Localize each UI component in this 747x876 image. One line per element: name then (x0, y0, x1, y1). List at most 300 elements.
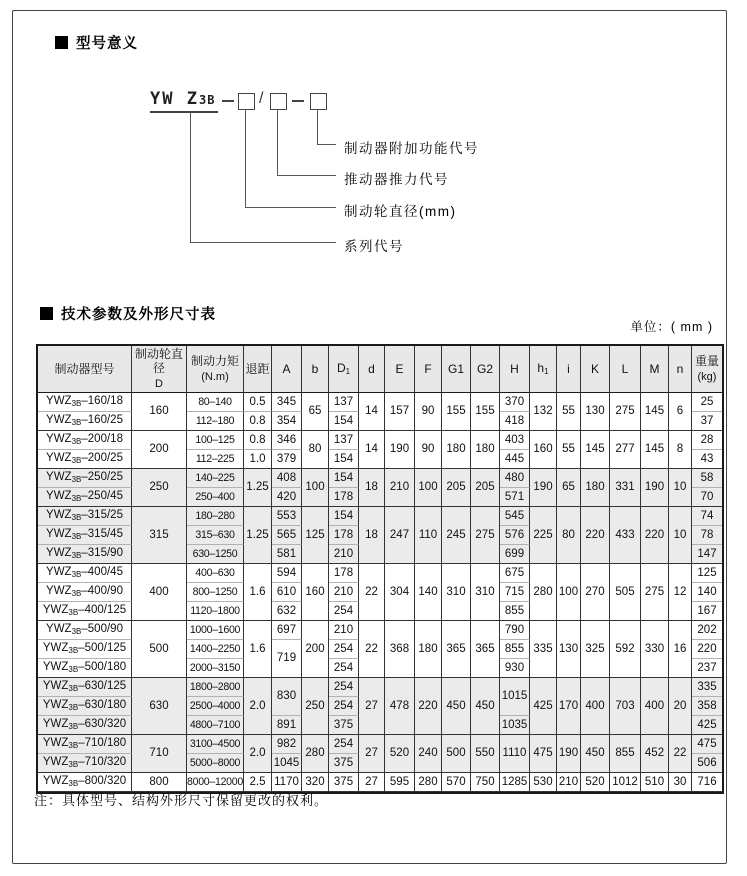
cell-model: $YWZ_{3B}-200/18$ (38, 431, 132, 450)
cell-F: 280 (415, 773, 442, 792)
cell-d: 14 (359, 431, 385, 469)
cell-weight: 28 (692, 431, 722, 450)
cell-torque: 1120–1800 (187, 602, 244, 621)
cell-G1: 180 (442, 431, 471, 469)
series-line-v (190, 111, 191, 242)
cell-d: 18 (359, 469, 385, 507)
cell-weight: 25 (692, 393, 722, 412)
cell-L: 855 (610, 735, 641, 773)
cell-A: 632 (272, 602, 302, 621)
cell-G2: 365 (471, 621, 500, 678)
cell-n: 12 (669, 564, 692, 621)
cell-weight: 70 (692, 488, 722, 507)
cell-E: 595 (385, 773, 415, 792)
cell-L: 1012 (610, 773, 641, 792)
cell-d: 14 (359, 393, 385, 431)
model-code-diagram (140, 90, 580, 265)
cell-E: 478 (385, 678, 415, 735)
cell-h1: 132 (530, 393, 557, 431)
cell-h1: 475 (530, 735, 557, 773)
cell-M: 220 (641, 507, 669, 564)
table-row (38, 564, 722, 583)
cell-torque: 1000–1600 (187, 621, 244, 640)
cell-D1: 210 (329, 545, 359, 564)
cell-weight: 335 (692, 678, 722, 697)
cell-model: $YWZ_{3B}-500/125$ (38, 640, 132, 659)
model-code-text (150, 90, 218, 113)
cell-tuiju: 1.25 (244, 469, 272, 507)
cell-b: 80 (302, 431, 329, 469)
cell-D1: 154 (329, 412, 359, 431)
cell-tuiju: 0.8 (244, 412, 272, 431)
code-sub: 3B (198, 93, 216, 107)
cell-torque: 4800–7100 (187, 716, 244, 735)
cell-weight: 58 (692, 469, 722, 488)
cell-M: 330 (641, 621, 669, 678)
cell-tuiju: 1.6 (244, 621, 272, 678)
cell-model: $YWZ_{3B}-160/18$ (38, 393, 132, 412)
cell-M: 145 (641, 393, 669, 431)
cell-weight: 475 (692, 735, 722, 754)
cell-n: 6 (669, 393, 692, 431)
cell-tuiju: 2.0 (244, 735, 272, 773)
cell-model: $YWZ_{3B}-400/45$ (38, 564, 132, 583)
cell-G1: 500 (442, 735, 471, 773)
cell-A: 594 (272, 564, 302, 583)
cell-M: 275 (641, 564, 669, 621)
column-header: $h_1$ (530, 346, 557, 393)
cell-i: 170 (557, 678, 581, 735)
cell-torque: 800–1250 (187, 583, 244, 602)
footnote: 注：具体型号、结构外形尺寸保留更改的权利。 (34, 793, 329, 808)
cell-model: $YWZ_{3B}-400/125$ (38, 602, 132, 621)
cell-K: 130 (581, 393, 610, 431)
cell-H: 855 (500, 602, 530, 621)
cell-model: $YWZ_{3B}-160/25$ (38, 412, 132, 431)
cell-n: 30 (669, 773, 692, 792)
section-title-text: 技术参数及外形尺寸表 (61, 307, 216, 323)
cell-model: $YWZ_{3B}-200/25$ (38, 450, 132, 469)
cell-weight: 220 (692, 640, 722, 659)
cell-M: 190 (641, 469, 669, 507)
cell-D1: 154 (329, 507, 359, 526)
cell-K: 180 (581, 469, 610, 507)
placeholder-box-diameter (238, 93, 255, 110)
cell-b: 320 (302, 773, 329, 792)
cell-M: 145 (641, 431, 669, 469)
cell-tuiju: 0.5 (244, 393, 272, 412)
cell-h1: 335 (530, 621, 557, 678)
column-header: i (557, 346, 581, 393)
column-header: b (302, 346, 329, 393)
cell-tuiju: 1.6 (244, 564, 272, 621)
table-row (38, 393, 722, 412)
cell-F: 220 (415, 678, 442, 735)
column-header: L (610, 346, 641, 393)
cell-F: 110 (415, 507, 442, 564)
cell-model: $YWZ_{3B}-315/25$ (38, 507, 132, 526)
cell-torque: 180–280 (187, 507, 244, 526)
placeholder-box-thrust (270, 93, 287, 110)
cell-n: 16 (669, 621, 692, 678)
cell-n: 8 (669, 431, 692, 469)
cell-H: 1015 (500, 678, 530, 716)
cell-H: 790 (500, 621, 530, 640)
cell-b: 200 (302, 621, 329, 678)
cell-E: 247 (385, 507, 415, 564)
cell-H: 930 (500, 659, 530, 678)
cell-A: 1170 (272, 773, 302, 792)
cell-weight: 43 (692, 450, 722, 469)
cell-A: 420 (272, 488, 302, 507)
code-dash-1 (222, 100, 234, 102)
section-bullet-icon (55, 36, 68, 49)
slash-separator: / (259, 90, 264, 107)
cell-d: 22 (359, 564, 385, 621)
spec-table-body (38, 393, 722, 792)
cell-n: 22 (669, 735, 692, 773)
column-header: G2 (471, 346, 500, 393)
cell-d: 27 (359, 678, 385, 735)
cell-L: 433 (610, 507, 641, 564)
cell-torque: 3100–4500 (187, 735, 244, 754)
cell-model: $YWZ_{3B}-710/180$ (38, 735, 132, 754)
diameter-line-v (245, 109, 246, 207)
cell-A: 697 (272, 621, 302, 640)
column-header: 制动力矩 (N.m) (187, 346, 244, 393)
cell-i: 80 (557, 507, 581, 564)
cell-D1: 154 (329, 450, 359, 469)
cell-G1: 570 (442, 773, 471, 792)
cell-i: 65 (557, 469, 581, 507)
column-header: F (415, 346, 442, 393)
cell-E: 157 (385, 393, 415, 431)
cell-F: 140 (415, 564, 442, 621)
cell-weight: 37 (692, 412, 722, 431)
column-header: d (359, 346, 385, 393)
cell-h1: 190 (530, 469, 557, 507)
cell-L: 277 (610, 431, 641, 469)
code-yw: YW (150, 89, 175, 109)
cell-torque: 80–140 (187, 393, 244, 412)
cell-M: 400 (641, 678, 669, 735)
unit-label: 单位：( mm ) (630, 320, 713, 334)
cell-G2: 450 (471, 678, 500, 735)
cell-M: 452 (641, 735, 669, 773)
cell-G2: 310 (471, 564, 500, 621)
cell-model: $YWZ_{3B}-250/25$ (38, 469, 132, 488)
table-row (38, 507, 722, 526)
cell-A: 719 (272, 640, 302, 678)
cell-diameter: 160 (132, 393, 187, 431)
cell-G1: 205 (442, 469, 471, 507)
cell-b: 250 (302, 678, 329, 735)
cell-H: 699 (500, 545, 530, 564)
cell-G1: 245 (442, 507, 471, 564)
label-add-function: 制动器附加功能代号 (344, 141, 479, 156)
section-bullet-icon (40, 307, 53, 320)
cell-diameter: 400 (132, 564, 187, 621)
cell-D1: 178 (329, 564, 359, 583)
cell-L: 703 (610, 678, 641, 735)
cell-L: 275 (610, 393, 641, 431)
cell-H: 418 (500, 412, 530, 431)
cell-D1: 254 (329, 735, 359, 754)
column-header: n (669, 346, 692, 393)
cell-H: 445 (500, 450, 530, 469)
cell-torque: 8000–12000 (187, 773, 244, 792)
column-header: M (641, 346, 669, 393)
cell-K: 270 (581, 564, 610, 621)
cell-tuiju: 0.8 (244, 431, 272, 450)
cell-weight: 147 (692, 545, 722, 564)
cell-H: 1285 (500, 773, 530, 792)
cell-weight: 716 (692, 773, 722, 792)
cell-M: 510 (641, 773, 669, 792)
column-header: 退距 (244, 346, 272, 393)
cell-D1: 210 (329, 621, 359, 640)
cell-H: 1110 (500, 735, 530, 773)
cell-K: 145 (581, 431, 610, 469)
cell-weight: 167 (692, 602, 722, 621)
cell-b: 160 (302, 564, 329, 621)
cell-weight: 140 (692, 583, 722, 602)
cell-model: $YWZ_{3B}-630/125$ (38, 678, 132, 697)
label-wheel-diameter: 制动轮直径(mm) (344, 204, 457, 219)
code-dash-2 (292, 100, 304, 102)
cell-K: 220 (581, 507, 610, 564)
column-header: 制动器型号 (38, 346, 132, 393)
cell-h1: 225 (530, 507, 557, 564)
cell-d: 27 (359, 773, 385, 792)
cell-weight: 78 (692, 526, 722, 545)
cell-D1: 254 (329, 697, 359, 716)
cell-h1: 425 (530, 678, 557, 735)
cell-A: 610 (272, 583, 302, 602)
cell-D1: 375 (329, 754, 359, 773)
cell-weight: 506 (692, 754, 722, 773)
cell-torque: 112–180 (187, 412, 244, 431)
cell-F: 240 (415, 735, 442, 773)
cell-D1: 178 (329, 488, 359, 507)
cell-A: 982 (272, 735, 302, 754)
cell-K: 450 (581, 735, 610, 773)
cell-model: $YWZ_{3B}-315/90$ (38, 545, 132, 564)
label-series-code: 系列代号 (344, 239, 404, 254)
cell-D1: 137 (329, 431, 359, 450)
cell-d: 27 (359, 735, 385, 773)
placeholder-box-function (310, 93, 327, 110)
table-row (38, 678, 722, 697)
cell-G1: 310 (442, 564, 471, 621)
cell-L: 331 (610, 469, 641, 507)
cell-torque: 1400–2250 (187, 640, 244, 659)
cell-H: 545 (500, 507, 530, 526)
cell-model: $YWZ_{3B}-500/90$ (38, 621, 132, 640)
cell-weight: 125 (692, 564, 722, 583)
cell-G1: 155 (442, 393, 471, 431)
cell-weight: 358 (692, 697, 722, 716)
cell-model: $YWZ_{3B}-500/180$ (38, 659, 132, 678)
cell-h1: 530 (530, 773, 557, 792)
section-title-spec-table (40, 303, 216, 324)
cell-model: $YWZ_{3B}-250/45$ (38, 488, 132, 507)
cell-L: 505 (610, 564, 641, 621)
cell-K: 400 (581, 678, 610, 735)
cell-weight: 74 (692, 507, 722, 526)
cell-A: 379 (272, 450, 302, 469)
cell-d: 22 (359, 621, 385, 678)
cell-G2: 275 (471, 507, 500, 564)
cell-E: 190 (385, 431, 415, 469)
cell-D1: 254 (329, 640, 359, 659)
cell-D1: 154 (329, 469, 359, 488)
cell-diameter: 800 (132, 773, 187, 792)
cell-D1: 178 (329, 526, 359, 545)
cell-A: 354 (272, 412, 302, 431)
cell-F: 90 (415, 431, 442, 469)
cell-h1: 160 (530, 431, 557, 469)
cell-G2: 205 (471, 469, 500, 507)
cell-A: 565 (272, 526, 302, 545)
cell-H: 1035 (500, 716, 530, 735)
cell-b: 65 (302, 393, 329, 431)
cell-A: 346 (272, 431, 302, 450)
function-line-h (317, 144, 336, 145)
cell-L: 592 (610, 621, 641, 678)
cell-n: 10 (669, 507, 692, 564)
cell-D1: 375 (329, 716, 359, 735)
cell-torque: 5000–8000 (187, 754, 244, 773)
cell-b: 100 (302, 469, 329, 507)
cell-A: 1045 (272, 754, 302, 773)
cell-n: 20 (669, 678, 692, 735)
cell-D1: 137 (329, 393, 359, 412)
cell-D1: 254 (329, 659, 359, 678)
cell-A: 345 (272, 393, 302, 412)
cell-H: 370 (500, 393, 530, 412)
cell-tuiju: 2.5 (244, 773, 272, 792)
cell-E: 210 (385, 469, 415, 507)
thrust-line-h (277, 175, 336, 176)
cell-model: $YWZ_{3B}-400/90$ (38, 583, 132, 602)
cell-H: 571 (500, 488, 530, 507)
column-header: 制动轮直径 D (132, 346, 187, 393)
table-row (38, 735, 722, 754)
cell-G2: 155 (471, 393, 500, 431)
cell-E: 304 (385, 564, 415, 621)
cell-diameter: 200 (132, 431, 187, 469)
cell-model: $YWZ_{3B}-710/320$ (38, 754, 132, 773)
cell-torque: 250–400 (187, 488, 244, 507)
cell-H: 675 (500, 564, 530, 583)
table-row (38, 621, 722, 640)
cell-diameter: 630 (132, 678, 187, 735)
cell-h1: 280 (530, 564, 557, 621)
section-title-text: 型号意义 (76, 36, 138, 52)
cell-torque: 630–1250 (187, 545, 244, 564)
cell-tuiju: 1.0 (244, 450, 272, 469)
cell-i: 55 (557, 431, 581, 469)
cell-diameter: 500 (132, 621, 187, 678)
cell-A: 408 (272, 469, 302, 488)
cell-H: 403 (500, 431, 530, 450)
code-z: Z (186, 89, 199, 109)
cell-K: 325 (581, 621, 610, 678)
cell-H: 576 (500, 526, 530, 545)
cell-torque: 140–225 (187, 469, 244, 488)
cell-F: 100 (415, 469, 442, 507)
cell-A: 830 (272, 678, 302, 716)
cell-b: 280 (302, 735, 329, 773)
cell-torque: 2500–4000 (187, 697, 244, 716)
label-thruster-force: 推动器推力代号 (344, 172, 449, 187)
cell-d: 18 (359, 507, 385, 564)
cell-torque: 400–630 (187, 564, 244, 583)
cell-H: 855 (500, 640, 530, 659)
column-header: $D_1$ (329, 346, 359, 393)
cell-D1: 210 (329, 583, 359, 602)
cell-model: $YWZ_{3B}-800/320$ (38, 773, 132, 792)
series-line-h (190, 242, 336, 243)
table-row (38, 431, 722, 450)
cell-i: 210 (557, 773, 581, 792)
cell-D1: 375 (329, 773, 359, 792)
cell-D1: 254 (329, 602, 359, 621)
spec-table (36, 344, 724, 794)
cell-F: 90 (415, 393, 442, 431)
column-header: E (385, 346, 415, 393)
spec-table-header-row (38, 346, 722, 393)
cell-H: 715 (500, 583, 530, 602)
section-title-model-meaning (55, 32, 138, 53)
cell-weight: 425 (692, 716, 722, 735)
cell-i: 130 (557, 621, 581, 678)
cell-diameter: 250 (132, 469, 187, 507)
cell-i: 55 (557, 393, 581, 431)
column-header: K (581, 346, 610, 393)
cell-b: 125 (302, 507, 329, 564)
cell-K: 520 (581, 773, 610, 792)
cell-E: 520 (385, 735, 415, 773)
column-header: A (272, 346, 302, 393)
cell-H: 480 (500, 469, 530, 488)
cell-A: 891 (272, 716, 302, 735)
cell-G1: 450 (442, 678, 471, 735)
cell-diameter: 315 (132, 507, 187, 564)
cell-G2: 550 (471, 735, 500, 773)
cell-model: $YWZ_{3B}-315/45$ (38, 526, 132, 545)
cell-A: 553 (272, 507, 302, 526)
cell-E: 368 (385, 621, 415, 678)
cell-n: 10 (669, 469, 692, 507)
cell-G2: 750 (471, 773, 500, 792)
cell-torque: 315–630 (187, 526, 244, 545)
cell-tuiju: 1.25 (244, 507, 272, 564)
cell-i: 100 (557, 564, 581, 621)
table-row (38, 469, 722, 488)
cell-D1: 254 (329, 678, 359, 697)
cell-model: $YWZ_{3B}-630/320$ (38, 716, 132, 735)
thrust-line-v (277, 109, 278, 175)
column-header: G1 (442, 346, 471, 393)
column-header: H (500, 346, 530, 393)
cell-torque: 2000–3150 (187, 659, 244, 678)
cell-G1: 365 (442, 621, 471, 678)
cell-G2: 180 (471, 431, 500, 469)
cell-diameter: 710 (132, 735, 187, 773)
cell-A: 581 (272, 545, 302, 564)
